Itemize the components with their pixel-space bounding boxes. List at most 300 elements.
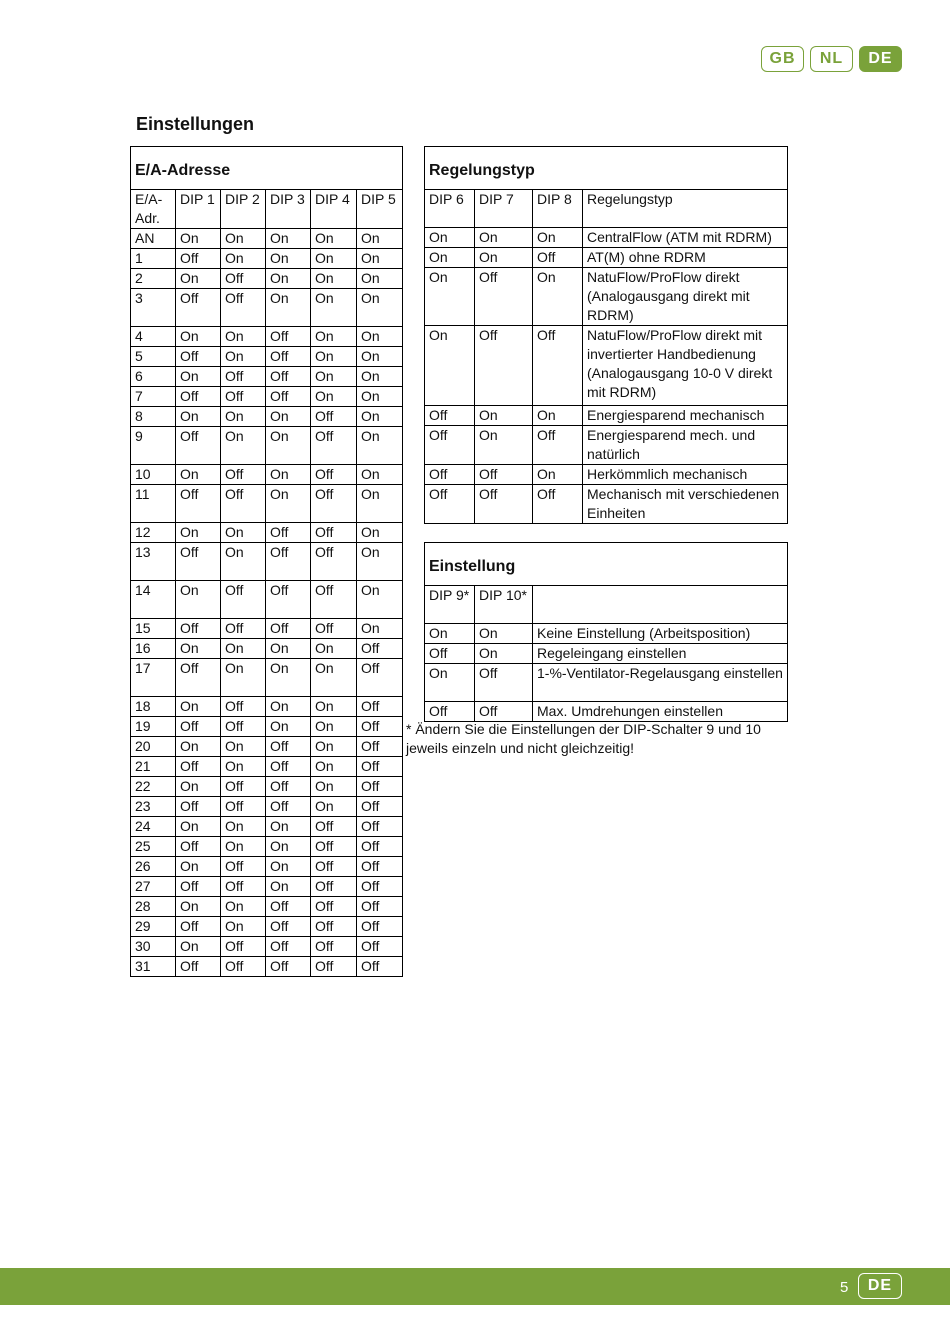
table-cell: Off	[221, 485, 266, 523]
table-cell: On	[176, 523, 221, 543]
table-cell: Off	[357, 717, 403, 737]
column-header: DIP 9*	[425, 586, 475, 624]
table-cell: On	[176, 581, 221, 619]
table-row	[131, 757, 403, 777]
table-cell: Off	[357, 937, 403, 957]
table-cell: On	[425, 228, 475, 248]
table-cell: On	[357, 229, 403, 249]
table-cell: 24	[131, 817, 176, 837]
table-cell: Off	[176, 957, 221, 977]
table-cell: Keine Einstellung (Arbeitsposition)	[533, 624, 788, 644]
table-cell: On	[357, 465, 403, 485]
table-cell: On	[357, 485, 403, 523]
table-cell: On	[311, 367, 357, 387]
table-cell: Off	[357, 639, 403, 659]
table-cell: On	[176, 817, 221, 837]
table-cell: 29	[131, 917, 176, 937]
table-cell: On	[311, 327, 357, 347]
table-cell: Off	[221, 367, 266, 387]
lang-tab-de[interactable]: DE	[859, 46, 902, 72]
table-row	[131, 957, 403, 977]
table-cell: Off	[266, 897, 311, 917]
table-cell: On	[475, 248, 533, 268]
table-cell: Off	[221, 937, 266, 957]
table-cell: Off	[176, 717, 221, 737]
table-cell: Off	[357, 659, 403, 697]
table-cell: On	[533, 406, 583, 426]
table-row	[425, 406, 788, 426]
table-cell: Off	[311, 523, 357, 543]
table-cell: Off	[425, 426, 475, 465]
table-cell: On	[221, 897, 266, 917]
table-row	[131, 347, 403, 367]
table-row	[131, 465, 403, 485]
footnote: * Ändern Sie die Einstellungen der DIP-Schalter 9 und 10 jeweils einzeln und nicht gleichzeitig!	[406, 721, 761, 756]
table-cell: 10	[131, 465, 176, 485]
table-cell: On	[266, 837, 311, 857]
table-cell: On	[176, 697, 221, 717]
table-cell: On	[221, 837, 266, 857]
footer-lang-badge: DE	[858, 1273, 902, 1299]
table-cell: On	[266, 269, 311, 289]
table-cell: On	[221, 523, 266, 543]
table-cell: Off	[266, 777, 311, 797]
table-cell: Off	[266, 917, 311, 937]
table-cell: On	[176, 407, 221, 427]
table-cell: 6	[131, 367, 176, 387]
table-cell: On	[425, 248, 475, 268]
table-cell: 11	[131, 485, 176, 523]
table-cell: Off	[266, 347, 311, 367]
table-cell: Off	[311, 837, 357, 857]
table-row	[131, 697, 403, 717]
table-cell: Off	[475, 664, 533, 702]
table-row	[131, 289, 403, 327]
table-cell: 7	[131, 387, 176, 407]
table-cell: On	[311, 717, 357, 737]
table-row	[425, 326, 788, 406]
column-header: DIP 6	[425, 190, 475, 228]
table-cell: On	[533, 228, 583, 248]
table-cell: On	[266, 407, 311, 427]
column-header: DIP 10*	[475, 586, 533, 624]
table-row	[131, 659, 403, 697]
table-cell: On	[425, 268, 475, 326]
footer-bar	[0, 1268, 950, 1305]
table-cell: On	[533, 465, 583, 485]
table-cell: Off	[266, 737, 311, 757]
table-cell: Off	[176, 619, 221, 639]
table-cell: Off	[357, 797, 403, 817]
table-cell: Off	[176, 757, 221, 777]
column-header: DIP 5	[357, 190, 403, 229]
table-cell: On	[176, 857, 221, 877]
column-header: E/A-Adr.	[131, 190, 176, 229]
table-cell: Off	[176, 837, 221, 857]
table-cell: 22	[131, 777, 176, 797]
ea-address-table	[130, 146, 403, 977]
table-cell: 12	[131, 523, 176, 543]
table-cell: 5	[131, 347, 176, 367]
table-cell: Off	[221, 387, 266, 407]
table-cell: On	[266, 857, 311, 877]
table-cell: Off	[221, 581, 266, 619]
table-cell: On	[176, 737, 221, 757]
table-cell: On	[221, 407, 266, 427]
table-cell: On	[357, 543, 403, 581]
table-cell: Off	[357, 877, 403, 897]
table-row	[131, 837, 403, 857]
table-cell: On	[266, 289, 311, 327]
table-cell: On	[475, 644, 533, 664]
table-cell: On	[357, 269, 403, 289]
table-cell: On	[357, 289, 403, 327]
table-cell: 23	[131, 797, 176, 817]
table-cell: On	[176, 327, 221, 347]
table-row	[131, 249, 403, 269]
table-cell: Off	[357, 697, 403, 717]
table-cell: Energiesparend mechanisch	[583, 406, 788, 426]
table-row	[131, 229, 403, 249]
table-cell: 25	[131, 837, 176, 857]
column-header: DIP 1	[176, 190, 221, 229]
table-cell: On	[311, 269, 357, 289]
table-cell: On	[221, 639, 266, 659]
table-cell: 17	[131, 659, 176, 697]
table-cell: Off	[266, 581, 311, 619]
table-row	[131, 639, 403, 659]
table-cell: On	[176, 639, 221, 659]
table-cell: On	[357, 327, 403, 347]
table-cell: Off	[533, 485, 583, 524]
table-row	[425, 268, 788, 326]
table-cell: Off	[266, 937, 311, 957]
table-cell: On	[311, 639, 357, 659]
table-cell: Off	[475, 326, 533, 406]
table-cell: On	[475, 406, 533, 426]
lang-tab-nl[interactable]: NL	[810, 46, 853, 72]
table-cell: Off	[357, 737, 403, 757]
table-cell: 26	[131, 857, 176, 877]
table-row	[131, 543, 403, 581]
reg-table-title: Regelungstyp	[425, 147, 788, 190]
table-cell: Regeleingang einstellen	[533, 644, 788, 664]
table-cell: On	[475, 228, 533, 248]
table-cell: On	[266, 877, 311, 897]
table-cell: 15	[131, 619, 176, 639]
table-cell: Off	[311, 427, 357, 465]
table-cell: On	[266, 465, 311, 485]
table-cell: Off	[221, 857, 266, 877]
table-row	[425, 664, 788, 702]
table-cell: Off	[266, 543, 311, 581]
table-cell: On	[221, 917, 266, 937]
table-cell: On	[533, 268, 583, 326]
table-cell: On	[176, 367, 221, 387]
table-cell: Off	[221, 465, 266, 485]
table-cell: On	[357, 523, 403, 543]
table-cell: On	[475, 426, 533, 465]
table-row	[425, 624, 788, 644]
table-row	[131, 857, 403, 877]
table-cell: On	[357, 407, 403, 427]
table-cell: On	[221, 543, 266, 581]
section-title: Einstellungen	[136, 114, 255, 134]
table-cell: NatuFlow/ProFlow direkt (Analogausgang direkt mit RDRM)	[583, 268, 788, 326]
table-cell: On	[311, 737, 357, 757]
table-row	[425, 426, 788, 465]
header-row	[425, 586, 788, 624]
column-header: DIP 2	[221, 190, 266, 229]
table-cell: Off	[221, 877, 266, 897]
table-row	[131, 327, 403, 347]
table-cell: On	[221, 737, 266, 757]
table-row	[131, 581, 403, 619]
table-cell: Off	[176, 249, 221, 269]
table-cell: On	[475, 624, 533, 644]
table-cell: On	[311, 697, 357, 717]
table-cell: 2	[131, 269, 176, 289]
table-cell: On	[221, 229, 266, 249]
table-cell: On	[357, 619, 403, 639]
table-cell: On	[311, 249, 357, 269]
table-row	[131, 897, 403, 917]
table-cell: Off	[425, 644, 475, 664]
lang-tab-gb[interactable]: GB	[761, 46, 804, 72]
table-cell: On	[176, 777, 221, 797]
table-row	[131, 619, 403, 639]
table-row	[131, 777, 403, 797]
table-cell: Off	[311, 877, 357, 897]
table-cell: Off	[176, 659, 221, 697]
table-cell: On	[266, 427, 311, 465]
table-cell: Off	[311, 917, 357, 937]
table-cell: Max. Umdrehungen einstellen	[533, 702, 788, 722]
table-cell: On	[311, 289, 357, 327]
table-cell: 30	[131, 937, 176, 957]
table-cell: Off	[311, 581, 357, 619]
table-cell: On	[357, 581, 403, 619]
table-cell: Off	[357, 917, 403, 937]
table-cell: On	[176, 465, 221, 485]
table-cell: On	[266, 817, 311, 837]
table-row	[131, 717, 403, 737]
table-cell: On	[357, 249, 403, 269]
ea-table-title: E/A-Adresse	[131, 147, 403, 190]
table-cell: On	[425, 624, 475, 644]
table-cell: Off	[533, 426, 583, 465]
table-row	[131, 485, 403, 523]
table-cell: On	[357, 387, 403, 407]
table-cell: Off	[425, 406, 475, 426]
table-row	[131, 797, 403, 817]
table-cell: On	[266, 639, 311, 659]
table-cell: Off	[266, 619, 311, 639]
table-cell: Off	[266, 957, 311, 977]
table-cell: On	[311, 347, 357, 367]
column-header: Regelungstyp	[583, 190, 788, 228]
table-row	[425, 248, 788, 268]
table-row	[131, 407, 403, 427]
table-cell: On	[221, 757, 266, 777]
table-cell: 21	[131, 757, 176, 777]
table-cell: Off	[266, 797, 311, 817]
table-cell: Off	[221, 269, 266, 289]
table-cell: Off	[475, 702, 533, 722]
table-cell: AT(M) ohne RDRM	[583, 248, 788, 268]
table-row	[425, 485, 788, 524]
table-row	[131, 427, 403, 465]
column-header: DIP 7	[475, 190, 533, 228]
table-cell: On	[221, 249, 266, 269]
table-cell: Off	[425, 485, 475, 524]
table-row	[131, 367, 403, 387]
table-cell: On	[357, 347, 403, 367]
table-cell: 31	[131, 957, 176, 977]
table-cell: CentralFlow (ATM mit RDRM)	[583, 228, 788, 248]
regelungstyp-table	[424, 146, 788, 524]
table-cell: Off	[357, 757, 403, 777]
table-cell: On	[176, 897, 221, 917]
table-cell: Off	[311, 957, 357, 977]
table-cell: Off	[357, 857, 403, 877]
table-cell: Energiesparend mech. und natürlich	[583, 426, 788, 465]
table-cell: On	[221, 347, 266, 367]
table-row	[131, 269, 403, 289]
table-cell: On	[266, 485, 311, 523]
table-cell: 18	[131, 697, 176, 717]
table-cell: Off	[176, 427, 221, 465]
table-cell: 14	[131, 581, 176, 619]
table-cell: Off	[357, 957, 403, 977]
table-cell: Off	[176, 387, 221, 407]
table-cell: Off	[221, 957, 266, 977]
table-cell: 8	[131, 407, 176, 427]
table-row	[131, 917, 403, 937]
table-cell: On	[357, 367, 403, 387]
table-row	[131, 877, 403, 897]
table-cell: On	[266, 659, 311, 697]
table-cell: On	[176, 229, 221, 249]
table-cell: Off	[176, 877, 221, 897]
table-cell: 16	[131, 639, 176, 659]
ein-table-title: Einstellung	[425, 543, 788, 586]
table-cell: AN	[131, 229, 176, 249]
table-cell: On	[221, 427, 266, 465]
table-cell: Off	[221, 717, 266, 737]
table-row	[131, 817, 403, 837]
table-cell: Mechanisch mit verschiedenen Einheiten	[583, 485, 788, 524]
table-cell: Off	[475, 268, 533, 326]
table-row	[425, 644, 788, 664]
table-cell: Off	[311, 485, 357, 523]
table-cell: Off	[311, 897, 357, 917]
table-cell: On	[266, 717, 311, 737]
table-cell: On	[311, 757, 357, 777]
table-cell: On	[357, 427, 403, 465]
table-cell: Off	[311, 407, 357, 427]
table-cell: Off	[357, 837, 403, 857]
table-cell: Off	[311, 465, 357, 485]
table-cell: 28	[131, 897, 176, 917]
table-cell: Off	[425, 465, 475, 485]
table-cell: 1-%-Ventilator-Regelausgang einstellen	[533, 664, 788, 702]
table-cell: On	[311, 797, 357, 817]
table-cell: Off	[357, 777, 403, 797]
table-cell: On	[266, 697, 311, 717]
table-cell: Off	[176, 347, 221, 367]
table-cell: Off	[176, 543, 221, 581]
table-cell: Off	[311, 817, 357, 837]
table-row	[425, 228, 788, 248]
table-row	[425, 465, 788, 485]
table-cell: 4	[131, 327, 176, 347]
table-cell: NatuFlow/ProFlow direkt mit invertierter Handbedienung (Analogausgang 10-0 V direkt mit RDRM)	[583, 326, 788, 406]
table-row	[425, 702, 788, 722]
table-cell: Off	[533, 248, 583, 268]
table-cell: Off	[311, 937, 357, 957]
table-cell: On	[311, 659, 357, 697]
column-header: DIP 8	[533, 190, 583, 228]
table-cell: Herkömmlich mechanisch	[583, 465, 788, 485]
table-cell: Off	[357, 817, 403, 837]
table-cell: Off	[176, 797, 221, 817]
table-cell: 20	[131, 737, 176, 757]
column-header: DIP 4	[311, 190, 357, 229]
table-cell: On	[425, 664, 475, 702]
table-cell: On	[176, 937, 221, 957]
table-cell: Off	[221, 697, 266, 717]
table-cell: Off	[176, 485, 221, 523]
table-cell: 1	[131, 249, 176, 269]
table-cell: On	[221, 817, 266, 837]
table-row	[131, 523, 403, 543]
table-cell: Off	[475, 465, 533, 485]
table-cell: Off	[266, 367, 311, 387]
table-cell: Off	[425, 702, 475, 722]
table-cell: Off	[221, 777, 266, 797]
table-row	[131, 387, 403, 407]
table-cell: Off	[266, 387, 311, 407]
table-cell: On	[425, 326, 475, 406]
table-cell: Off	[311, 857, 357, 877]
table-cell: Off	[176, 917, 221, 937]
table-cell: Off	[311, 543, 357, 581]
table-cell: 19	[131, 717, 176, 737]
table-cell: Off	[311, 619, 357, 639]
table-row	[131, 737, 403, 757]
table-cell: Off	[266, 327, 311, 347]
table-cell: On	[221, 327, 266, 347]
table-cell: Off	[221, 289, 266, 327]
table-cell: On	[311, 387, 357, 407]
table-cell: On	[311, 777, 357, 797]
table-cell: 3	[131, 289, 176, 327]
page-number: 5	[840, 1279, 849, 1296]
table-cell: 13	[131, 543, 176, 581]
column-header: DIP 3	[266, 190, 311, 229]
table-cell: Off	[533, 326, 583, 406]
table-cell: On	[311, 229, 357, 249]
table-cell: Off	[266, 523, 311, 543]
table-cell: 27	[131, 877, 176, 897]
table-row	[131, 937, 403, 957]
table-cell: On	[266, 229, 311, 249]
table-cell: 9	[131, 427, 176, 465]
table-cell: Off	[357, 897, 403, 917]
table-cell: Off	[176, 289, 221, 327]
header-row	[425, 190, 788, 228]
